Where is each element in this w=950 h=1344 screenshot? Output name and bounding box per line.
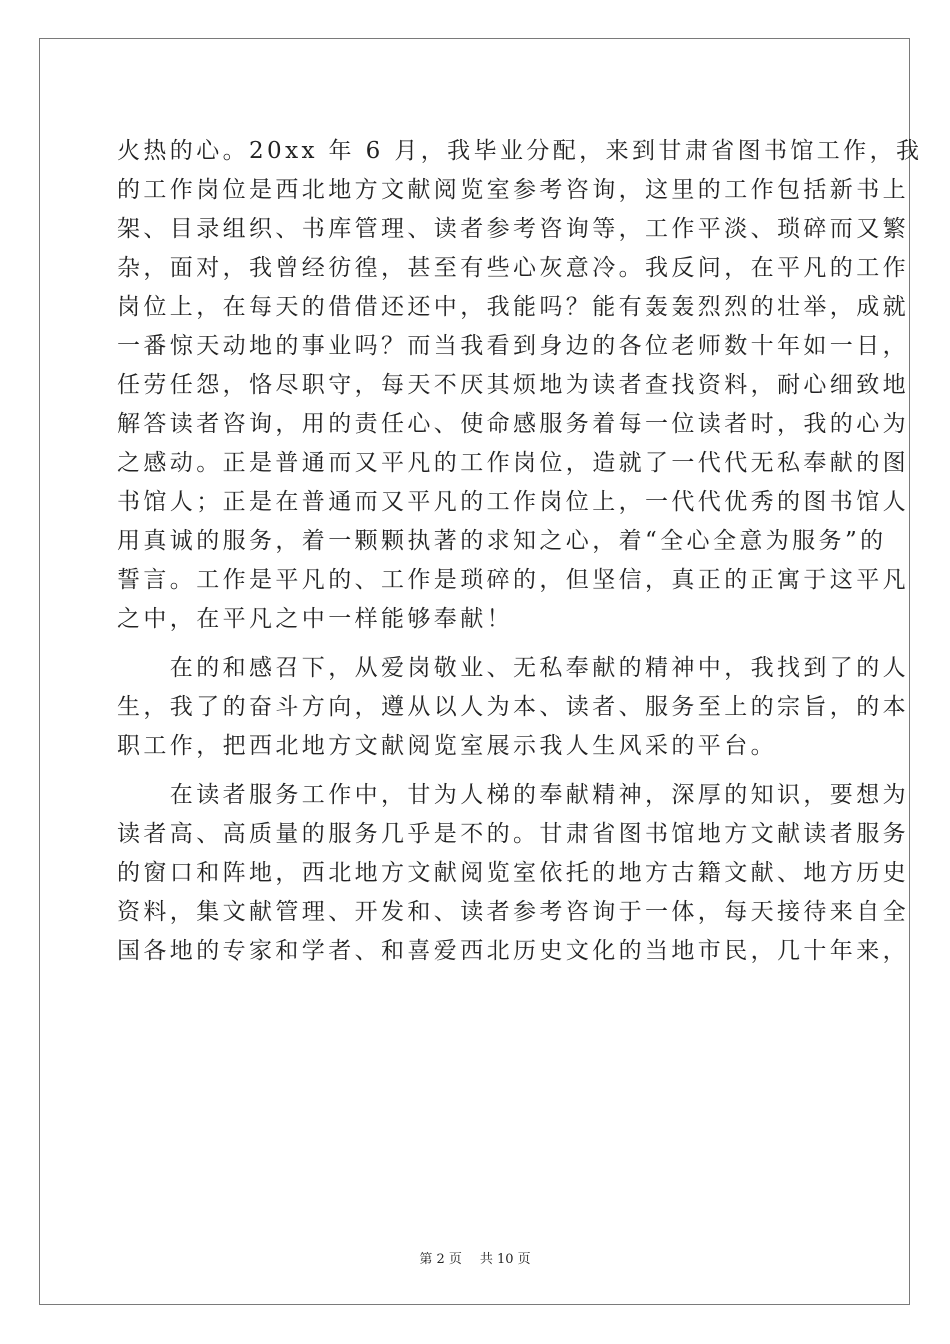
page-footer — [0, 1248, 950, 1267]
page-total: 共 10 页 — [479, 1252, 531, 1267]
text-line: 杂，面对，我曾经彷徨，甚至有些心灰意冷。我反问，在平凡的工作 — [117, 255, 909, 281]
text-line: 在读者服务工作中，甘为人梯的奉献精神，深厚的知识，要想为 — [117, 782, 909, 808]
text-line: 生，我了的奋斗方向，遵从以人为本、读者、服务至上的宗旨，的本 — [117, 694, 909, 720]
text-line: 读者高、高质量的服务几乎是不的。甘肃省图书馆地方文献读者服务 — [117, 821, 909, 847]
page-number: 第 2 页 — [419, 1252, 462, 1267]
document-body — [117, 132, 923, 971]
paragraph-1 — [117, 132, 923, 639]
paragraph-3 — [117, 776, 909, 971]
text-line: 解答读者咨询，用的责任心、使命感服务着每一位读者时，我的心为 — [117, 411, 909, 437]
text-line: 架、目录组织、书库管理、读者参考咨询等，工作平淡、琐碎而又繁 — [117, 216, 909, 242]
text-line: 任劳任怨，恪尽职守，每天不厌其烦地为读者查找资料，耐心细致地 — [117, 372, 909, 398]
text-line: 的工作岗位是西北地方文献阅览室参考咨询，这里的工作包括新书上 — [117, 177, 909, 203]
text-line: 书馆人；正是在普通而又平凡的工作岗位上，一代代优秀的图书馆人 — [117, 489, 909, 515]
text-line: 国各地的专家和学者、和喜爱西北历史文化的当地市民，几十年来， — [117, 938, 909, 964]
text-line: 之感动。正是普通而又平凡的工作岗位，造就了一代代无私奉献的图 — [117, 450, 909, 476]
text-line: 职工作，把西北地方文献阅览室展示我人生风采的平台。 — [117, 733, 777, 759]
text-line: 火热的心。20xx 年 6 月，我毕业分配，来到甘肃省图书馆工作，我 — [117, 138, 923, 164]
text-line: 之中，在平凡之中一样能够奉献！ — [117, 606, 513, 632]
paragraph-2 — [117, 649, 909, 766]
text-line: 在的和感召下，从爱岗敬业、无私奉献的精神中，我找到了的人 — [117, 655, 909, 681]
text-line: 岗位上，在每天的借借还还中，我能吗？能有轰轰烈烈的壮举，成就 — [117, 294, 909, 320]
text-line: 的窗口和阵地，西北地方文献阅览室依托的地方古籍文献、地方历史 — [117, 860, 909, 886]
text-line: 誓言。工作是平凡的、工作是琐碎的，但坚信，真正的正寓于这平凡 — [117, 567, 909, 593]
text-line: 用真诚的服务，着一颗颗执著的求知之心，着“全心全意为服务”的 — [117, 528, 887, 554]
text-line: 资料，集文献管理、开发和、读者参考咨询于一体，每天接待来自全 — [117, 899, 909, 925]
text-line: 一番惊天动地的事业吗？而当我看到身边的各位老师数十年如一日， — [117, 333, 909, 359]
